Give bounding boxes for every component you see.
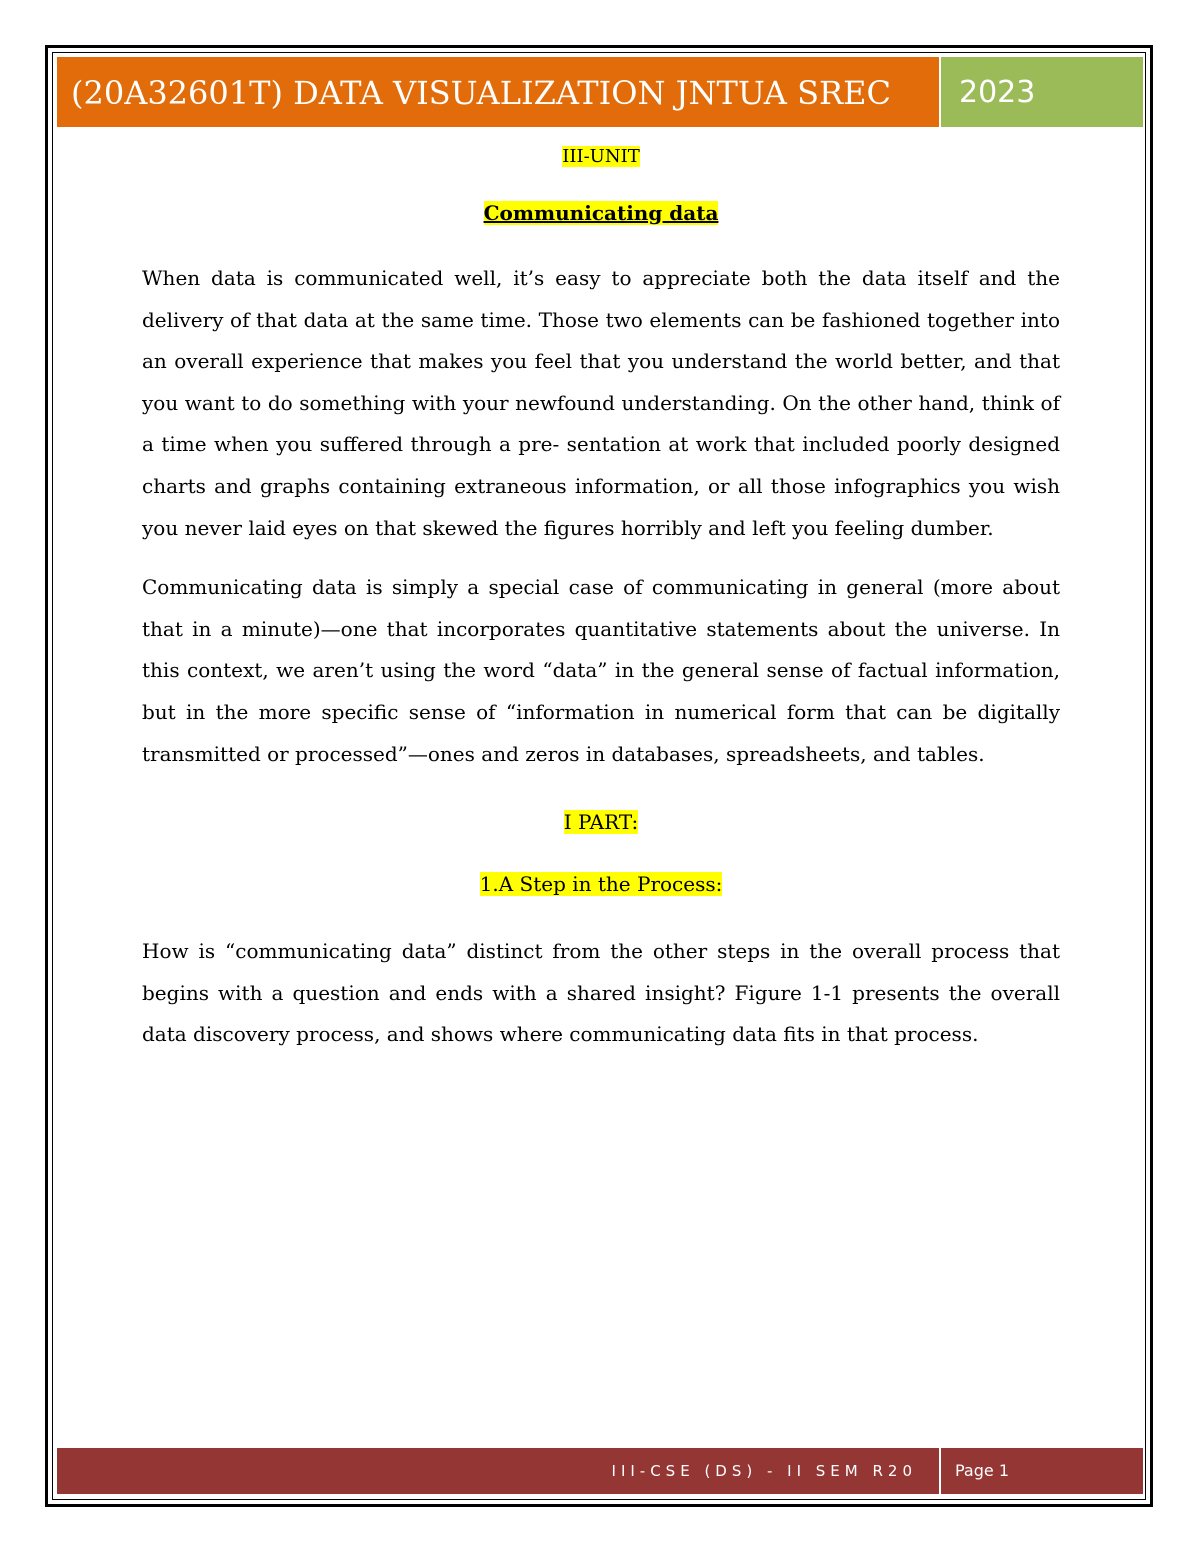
part-label [142,805,1060,839]
main-heading [142,196,1060,230]
main-heading-text: Communicating data [483,201,719,225]
page-footer [56,1447,1144,1495]
footer-course-info: III-CSE (DS) - II SEM R20 [56,1447,940,1495]
section-heading-text: 1.A Step in the Process: [479,872,723,897]
header-year: 2023 [940,56,1144,128]
unit-label [142,140,1060,174]
footer-page-number: Page 1 [940,1447,1144,1495]
part-label-text: I PART: [563,810,639,835]
page-content [142,140,1060,1056]
unit-label-text: III-UNIT [562,146,640,167]
paragraph-process: How is “communicating data” distinct from the other steps in the overall process that begins with a question and ends with a shared insight? Figure 1-1 presents the overall data discovery process, and shows where communicating data fits in that process. [142,939,1060,1047]
paragraph-definition: Communicating data is simply a special case of communicating in general (more about that in a minute)—one that incorporates quantitative statements about the universe. In this context, we aren’t using the word “data” in the general sense of factual information, but in the more specific sense of “information in numerical form that can be digitally transmitted or processed”—ones and zeros in databases, spreadsheets, and tables. [142,575,1060,766]
header-title: (20A32601T) DATA VISUALIZATION JNTUA SREC [56,56,940,128]
section-heading [142,867,1060,901]
paragraph-intro: When data is communicated well, it’s easy to appreciate both the data itself and the delivery of that data at the same time. Those two elements can be fashioned together into an overall experience that makes you feel that you understand the world better, and that you want to do something with your newfound understanding. On the other hand, think of a time when you suffered through a pre- sentation at work that included poorly designed charts and graphs containing extraneous information, or all those infographics you wish you never laid eyes on that skewed the figures horribly and left you feeling dumber. [142,266,1060,540]
page-header [56,56,1144,128]
